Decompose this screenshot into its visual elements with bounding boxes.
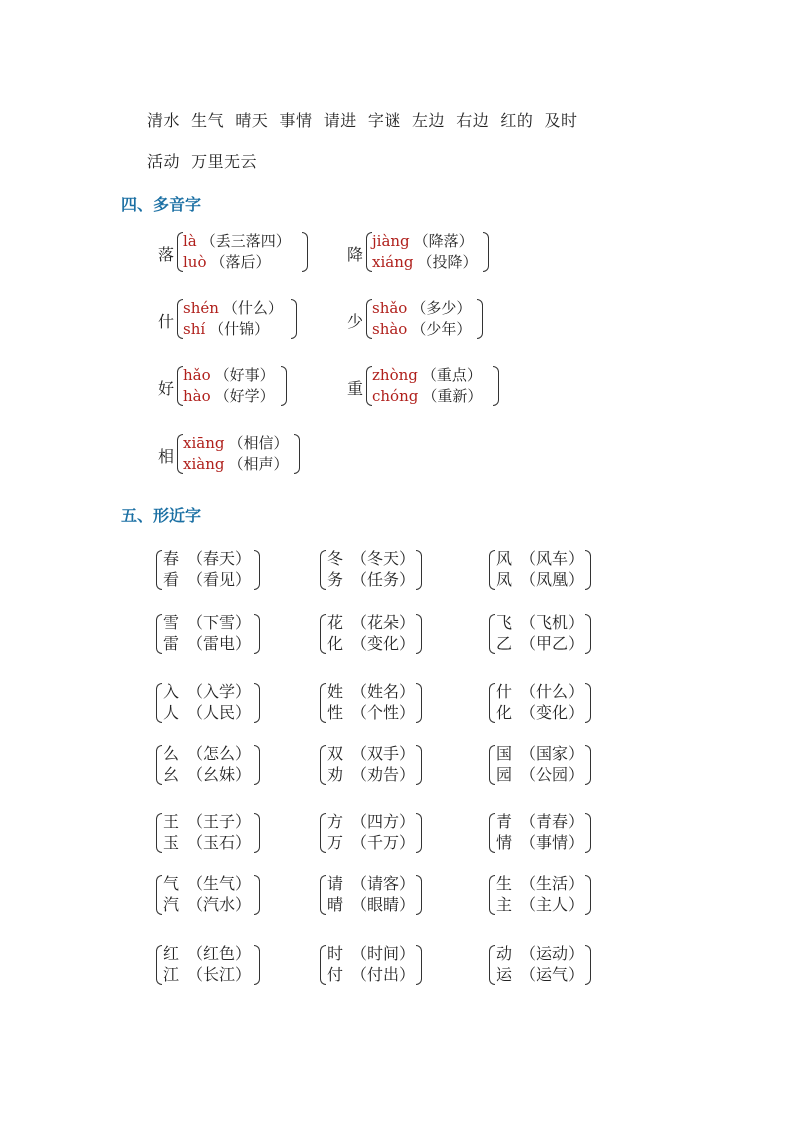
right-brace xyxy=(416,875,422,915)
left-brace xyxy=(489,683,495,723)
similar-char: 化 xyxy=(496,703,513,722)
pinyin: chóng xyxy=(372,387,419,405)
right-brace xyxy=(254,550,260,590)
left-brace xyxy=(156,813,162,853)
left-brace xyxy=(320,683,326,723)
pinyin: jiàng xyxy=(372,232,410,250)
left-brace xyxy=(489,945,495,985)
similar-char: 园 xyxy=(496,765,513,784)
pinyin: hǎo xyxy=(183,366,211,384)
right-brace xyxy=(254,614,260,654)
example-word: （甲乙） xyxy=(520,634,585,653)
similar-char: 雷 xyxy=(163,634,180,653)
similar-char: 请 xyxy=(327,874,344,893)
similar-char: 幺 xyxy=(163,765,180,784)
similar-char: 看 xyxy=(163,570,180,589)
similar-char: 乙 xyxy=(496,634,513,653)
similar-char: 冬 xyxy=(327,549,344,568)
example-word: （幺妹） xyxy=(187,765,252,784)
example-word: （怎么） xyxy=(187,744,252,763)
polyphone-char: 什 xyxy=(158,312,175,331)
right-brace xyxy=(302,232,308,272)
similar-char: 时 xyxy=(327,944,344,963)
example-word: （重新） xyxy=(422,387,483,405)
example-word: （王子） xyxy=(187,812,252,831)
right-brace xyxy=(585,813,591,853)
example-word: （双手） xyxy=(351,744,416,763)
similar-char: 万 xyxy=(327,833,344,852)
example-word: （冬天） xyxy=(351,549,416,568)
similar-char: 江 xyxy=(163,965,180,984)
similar-char: 凤 xyxy=(496,570,513,589)
right-brace xyxy=(254,813,260,853)
example-word: （入学） xyxy=(187,682,252,701)
similar-char: 务 xyxy=(327,570,344,589)
pinyin: shí xyxy=(183,320,206,338)
similar-char: 姓 xyxy=(327,682,344,701)
word-list-row-2: 活动 万里无云 xyxy=(147,152,258,171)
similar-char: 生 xyxy=(496,874,513,893)
left-brace xyxy=(156,945,162,985)
example-word: （长江） xyxy=(187,965,252,984)
left-brace xyxy=(156,550,162,590)
example-word: （请客） xyxy=(351,874,416,893)
right-brace xyxy=(416,683,422,723)
pinyin: zhòng xyxy=(372,366,418,384)
polyphone-char: 相 xyxy=(158,447,175,466)
similar-char: 红 xyxy=(163,944,180,963)
example-word: （相声） xyxy=(228,455,289,473)
right-brace xyxy=(483,232,489,272)
example-word: （千万） xyxy=(351,833,416,852)
similar-char: 主 xyxy=(496,895,513,914)
example-word: （国家） xyxy=(520,744,585,763)
pinyin: là xyxy=(183,232,197,250)
pinyin: shén xyxy=(183,299,219,317)
example-word: （运动） xyxy=(520,944,585,963)
polyphone-char: 好 xyxy=(158,379,175,398)
similar-char: 飞 xyxy=(496,613,513,632)
example-word: （付出） xyxy=(351,965,416,984)
left-brace xyxy=(489,813,495,853)
left-brace xyxy=(156,683,162,723)
example-word: （好学） xyxy=(214,387,275,405)
left-brace xyxy=(320,550,326,590)
example-word: （落后） xyxy=(210,253,271,271)
left-brace xyxy=(489,550,495,590)
example-word: （人民） xyxy=(187,703,252,722)
example-word: （丢三落四） xyxy=(200,232,291,250)
word-list-row-1: 清水 生气 晴天 事情 请进 字谜 左边 右边 红的 及时 xyxy=(147,111,578,130)
pinyin: hào xyxy=(183,387,211,405)
left-brace xyxy=(320,614,326,654)
polyphone-char: 降 xyxy=(347,245,364,264)
example-word: （看见） xyxy=(187,570,252,589)
similar-char: 气 xyxy=(163,874,180,893)
example-word: （公园） xyxy=(520,765,585,784)
section-title-polyphones: 四、多音字 xyxy=(121,195,202,214)
example-word: （生气） xyxy=(187,874,252,893)
similar-char: 情 xyxy=(496,833,513,852)
similar-char: 劝 xyxy=(327,765,344,784)
right-brace xyxy=(416,945,422,985)
example-word: （青春） xyxy=(520,812,585,831)
similar-char: 春 xyxy=(163,549,180,568)
left-brace xyxy=(489,745,495,785)
left-brace xyxy=(320,745,326,785)
example-word: （什么） xyxy=(520,682,585,701)
right-brace xyxy=(477,299,483,339)
example-word: （劝告） xyxy=(351,765,416,784)
example-word: （事情） xyxy=(520,833,585,852)
right-brace xyxy=(416,614,422,654)
left-brace xyxy=(156,875,162,915)
left-brace xyxy=(489,614,495,654)
right-brace xyxy=(254,875,260,915)
similar-char: 花 xyxy=(327,613,344,632)
similar-char: 性 xyxy=(327,703,344,722)
similar-char: 双 xyxy=(327,744,344,763)
example-word: （个性） xyxy=(351,703,416,722)
similar-char: 付 xyxy=(327,965,344,984)
right-brace xyxy=(254,745,260,785)
left-brace xyxy=(156,614,162,654)
example-word: （飞机） xyxy=(520,613,585,632)
example-word: （运气） xyxy=(520,965,585,984)
example-word: （四方） xyxy=(351,812,416,831)
example-word: （多少） xyxy=(411,299,472,317)
example-word: （汽水） xyxy=(187,895,252,914)
similar-char: 青 xyxy=(496,812,513,831)
pinyin: xiāng xyxy=(183,434,225,452)
polyphone-char: 少 xyxy=(347,312,364,331)
example-word: （春天） xyxy=(187,549,252,568)
similar-char: 动 xyxy=(496,944,513,963)
similar-char: 晴 xyxy=(327,895,344,914)
right-brace xyxy=(416,813,422,853)
example-word: （凤凰） xyxy=(520,570,585,589)
left-brace xyxy=(320,813,326,853)
example-word: （什锦） xyxy=(209,320,270,338)
example-word: （姓名） xyxy=(351,682,416,701)
right-brace xyxy=(254,683,260,723)
right-brace xyxy=(254,945,260,985)
example-word: （下雪） xyxy=(187,613,252,632)
right-brace xyxy=(585,745,591,785)
polyphone-char: 落 xyxy=(158,245,175,264)
left-brace xyxy=(320,875,326,915)
right-brace xyxy=(585,683,591,723)
similar-char: 汽 xyxy=(163,895,180,914)
example-word: （花朵） xyxy=(351,613,416,632)
example-word: （眼睛） xyxy=(351,895,416,914)
similar-char: 风 xyxy=(496,549,513,568)
example-word: （雷电） xyxy=(187,634,252,653)
similar-char: 雪 xyxy=(163,613,180,632)
pinyin: shào xyxy=(372,320,408,338)
similar-char: 入 xyxy=(163,682,180,701)
right-brace xyxy=(493,366,499,406)
right-brace xyxy=(585,550,591,590)
left-brace xyxy=(320,945,326,985)
right-brace xyxy=(585,945,591,985)
example-word: （红色） xyxy=(187,944,252,963)
example-word: （玉石） xyxy=(187,833,252,852)
similar-char: 么 xyxy=(163,744,180,763)
right-brace xyxy=(294,434,300,474)
similar-char: 玉 xyxy=(163,833,180,852)
example-word: （变化） xyxy=(520,703,585,722)
similar-char: 国 xyxy=(496,744,513,763)
right-brace xyxy=(585,614,591,654)
right-brace xyxy=(585,875,591,915)
right-brace xyxy=(281,366,287,406)
pinyin: luò xyxy=(183,253,207,271)
left-brace xyxy=(156,745,162,785)
similar-char: 人 xyxy=(163,703,180,722)
example-word: （主人） xyxy=(520,895,585,914)
section-title-similar-chars: 五、形近字 xyxy=(121,506,202,525)
similar-char: 运 xyxy=(496,965,513,984)
example-word: （降落） xyxy=(413,232,474,250)
right-brace xyxy=(416,745,422,785)
example-word: （少年） xyxy=(411,320,472,338)
example-word: （风车） xyxy=(520,549,585,568)
example-word: （投降） xyxy=(417,253,478,271)
similar-char: 方 xyxy=(327,812,344,831)
right-brace xyxy=(291,299,297,339)
example-word: （相信） xyxy=(228,434,289,452)
pinyin: shǎo xyxy=(372,299,408,317)
polyphone-char: 重 xyxy=(347,379,364,398)
pinyin: xiàng xyxy=(183,455,225,473)
example-word: （变化） xyxy=(351,634,416,653)
example-word: （什么） xyxy=(222,299,283,317)
similar-char: 王 xyxy=(163,812,180,831)
similar-char: 化 xyxy=(327,634,344,653)
similar-char: 什 xyxy=(496,682,513,701)
left-brace xyxy=(489,875,495,915)
example-word: （好事） xyxy=(214,366,275,384)
right-brace xyxy=(416,550,422,590)
pinyin: xiáng xyxy=(372,253,414,271)
example-word: （任务） xyxy=(351,570,416,589)
example-word: （生活） xyxy=(520,874,585,893)
example-word: （时间） xyxy=(351,944,416,963)
example-word: （重点） xyxy=(421,366,482,384)
